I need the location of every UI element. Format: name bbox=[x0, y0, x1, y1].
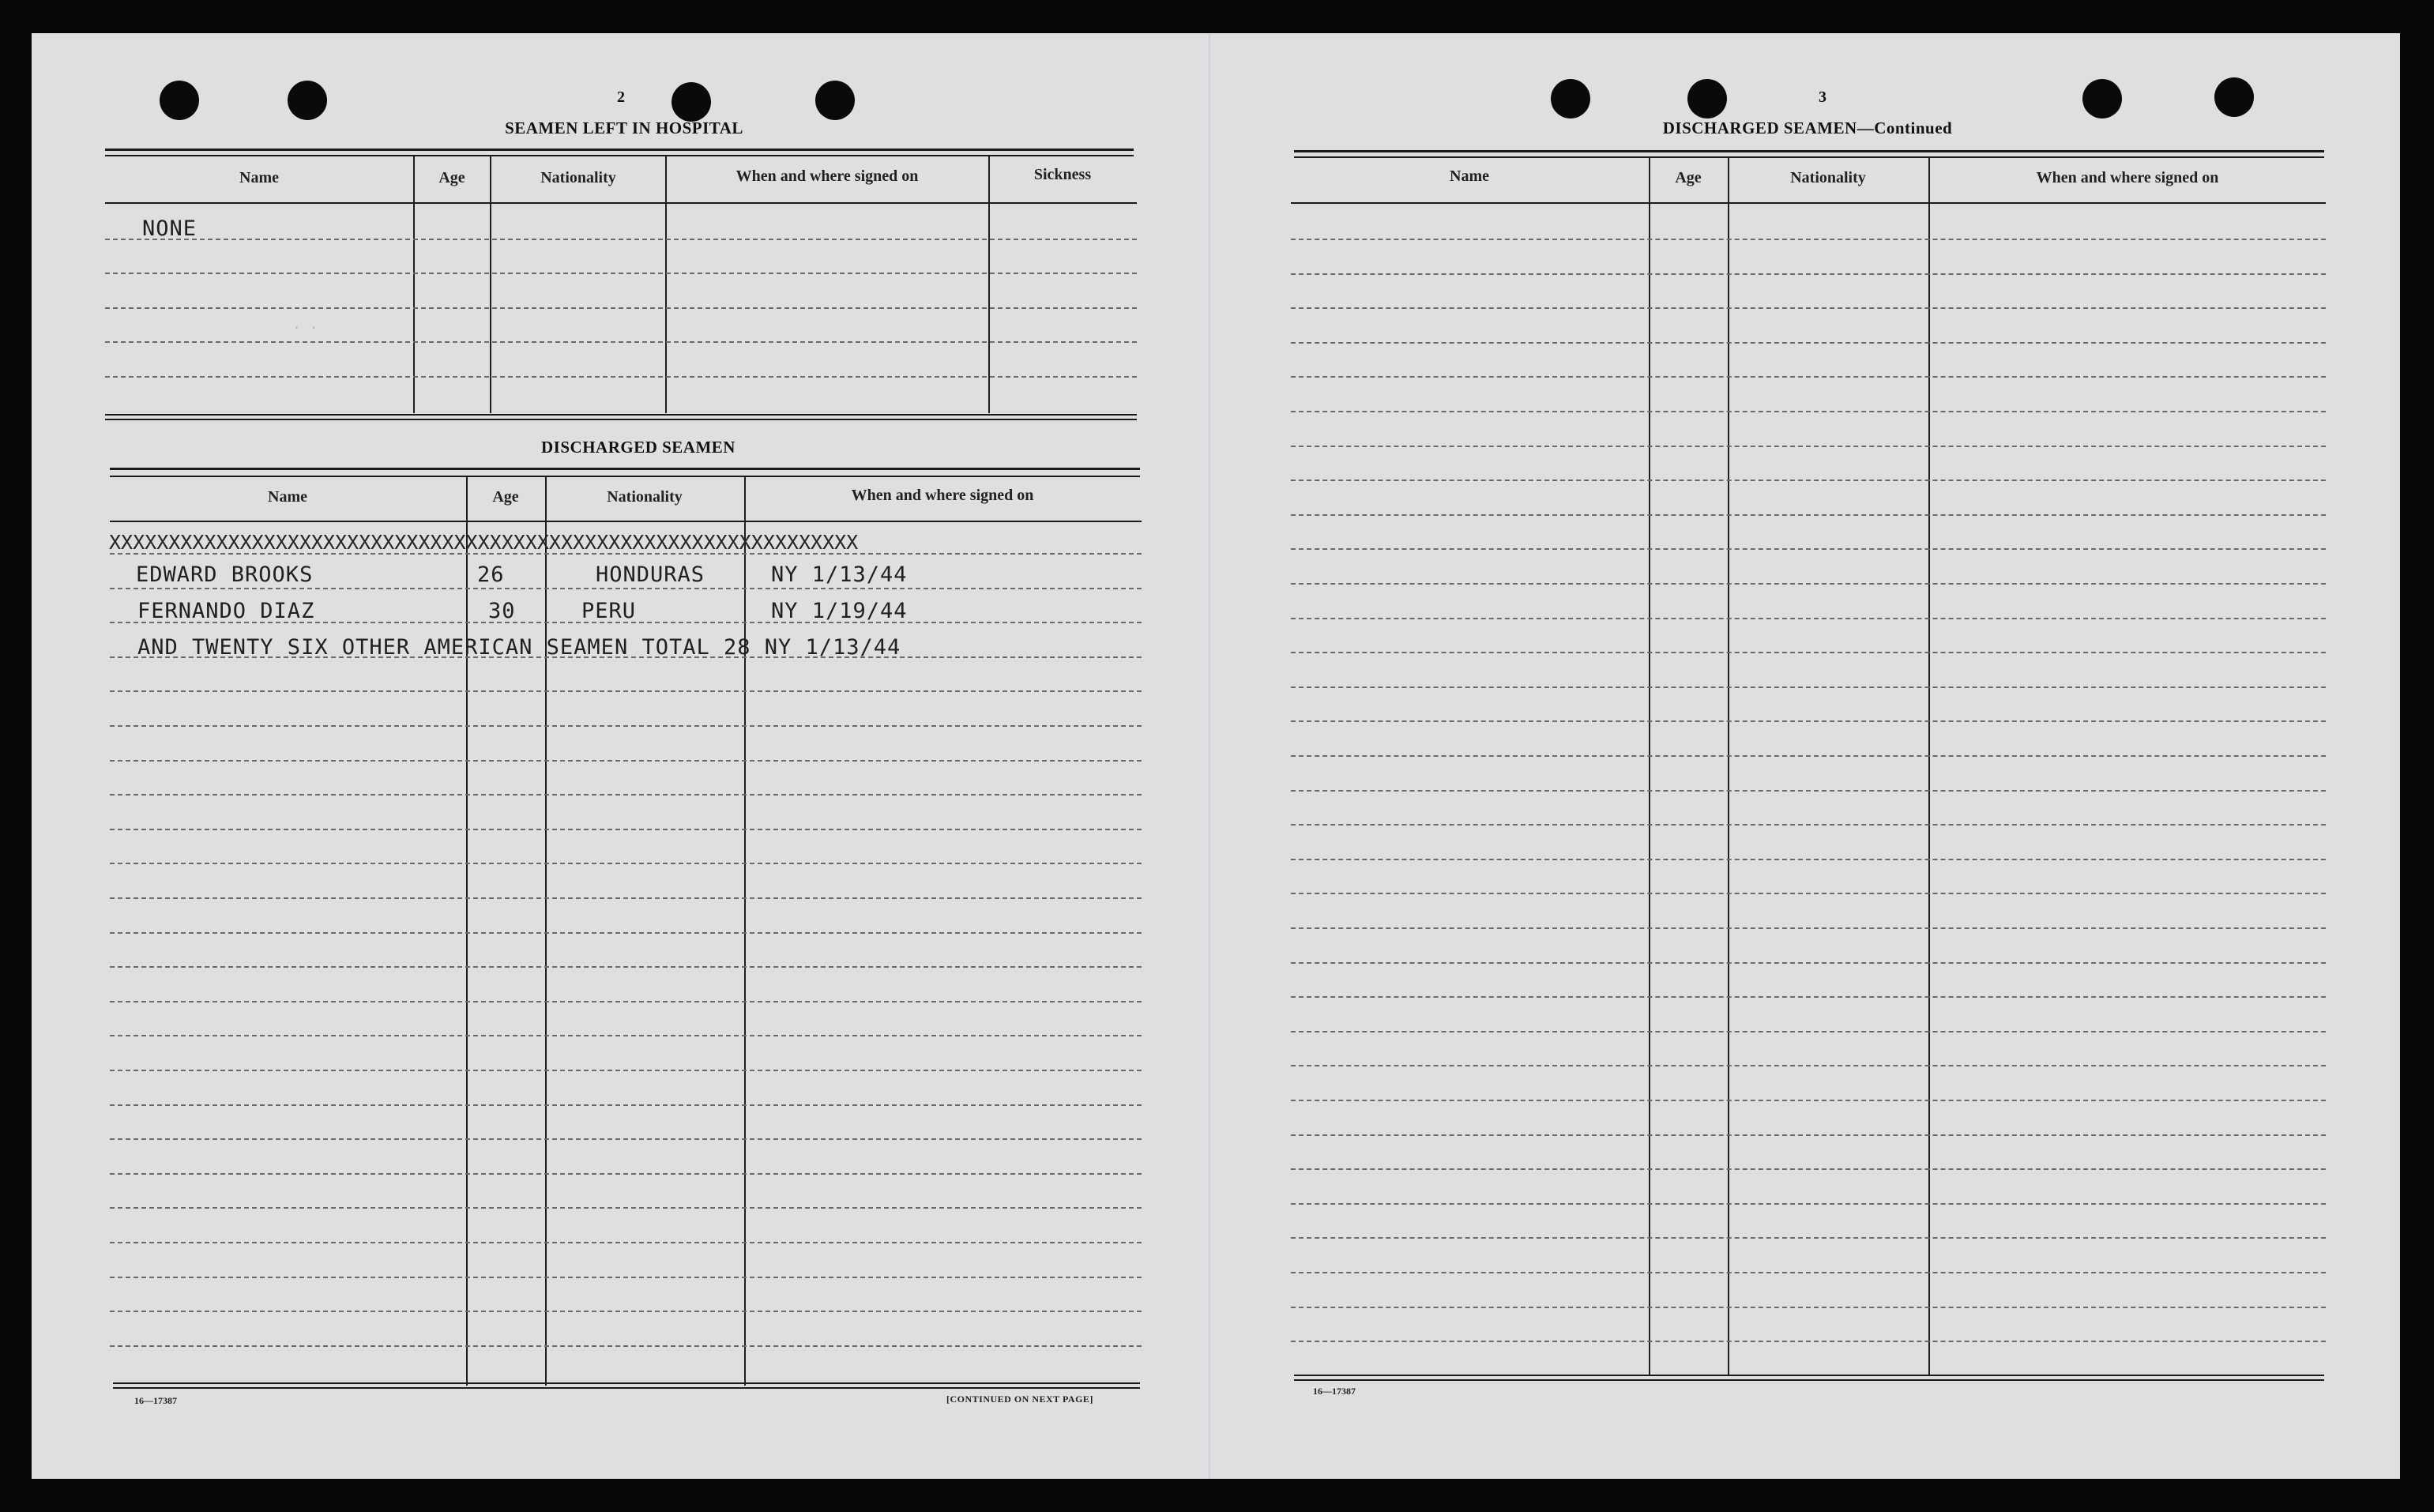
right-col-divider bbox=[1649, 158, 1650, 1375]
row-rule bbox=[1291, 1272, 2326, 1273]
right-bottom-rule bbox=[1294, 1375, 2324, 1376]
row-rule bbox=[1291, 1065, 2326, 1066]
punch-hole bbox=[160, 81, 199, 120]
row-rule bbox=[110, 1138, 1142, 1140]
punch-hole bbox=[815, 81, 855, 120]
row-rule bbox=[110, 1104, 1142, 1106]
discharged-col-nationality: Nationality bbox=[607, 488, 683, 506]
row-rule bbox=[110, 588, 1142, 589]
row-rule bbox=[1291, 755, 2326, 757]
row-rule bbox=[1291, 1031, 2326, 1032]
page-number-left: 2 bbox=[617, 88, 625, 106]
row-rule bbox=[110, 966, 1142, 968]
hospital-col-divider bbox=[490, 156, 491, 413]
summary-entry: AND TWENTY SIX OTHER AMERICAN SEAMEN TOTAL 28 NY 1/13/44 bbox=[137, 635, 901, 660]
row-rule bbox=[110, 863, 1142, 864]
row-rule bbox=[1291, 1203, 2326, 1205]
seaman-signed-on: NY 1/19/44 bbox=[771, 599, 908, 623]
seaman-name: FERNANDO DIAZ bbox=[137, 599, 315, 623]
punch-hole bbox=[288, 81, 327, 120]
continued-section-title bbox=[1571, 118, 2045, 138]
seaman-age: 26 bbox=[477, 562, 505, 587]
discharged-bottom-rule bbox=[113, 1382, 1140, 1384]
row-rule bbox=[1291, 1237, 2326, 1239]
hospital-bottom-rule-2 bbox=[105, 419, 1137, 420]
discharged-header-rule bbox=[110, 521, 1142, 522]
discharged-col-age: Age bbox=[492, 488, 519, 506]
right-col-age: Age bbox=[1675, 169, 1702, 186]
row-rule bbox=[1291, 859, 2326, 860]
hospital-section-title: SEAMEN LEFT IN HOSPITAL bbox=[505, 118, 743, 137]
row-rule bbox=[110, 1173, 1142, 1175]
punch-hole bbox=[672, 82, 711, 122]
hospital-col-divider bbox=[665, 156, 667, 413]
row-rule bbox=[110, 932, 1142, 934]
discharged-col-divider bbox=[466, 477, 468, 1386]
form-number-left: 16—17387 bbox=[134, 1395, 177, 1406]
row-rule bbox=[1291, 1134, 2326, 1136]
hospital-bottom-rule bbox=[105, 414, 1137, 416]
discharged-col-signed-on: When and where signed on bbox=[851, 487, 1034, 504]
row-rule bbox=[110, 794, 1142, 795]
page-fold bbox=[1209, 33, 1210, 1479]
row-rule bbox=[1291, 962, 2326, 964]
row-rule bbox=[1291, 548, 2326, 550]
hospital-col-divider bbox=[988, 156, 990, 413]
seaman-nationality: HONDURAS bbox=[596, 562, 705, 587]
discharged-section-title: DISCHARGED SEAMEN bbox=[541, 438, 735, 457]
row-rule bbox=[110, 690, 1142, 692]
row-rule bbox=[1291, 893, 2326, 894]
punch-hole bbox=[1687, 79, 1727, 118]
right-top-rule-2 bbox=[1294, 156, 2324, 158]
row-rule bbox=[110, 1001, 1142, 1002]
row-rule bbox=[110, 1207, 1142, 1209]
right-bottom-rule-2 bbox=[1294, 1379, 2324, 1381]
seaman-name: EDWARD BROOKS bbox=[136, 562, 314, 587]
hospital-entry: NONE bbox=[142, 216, 198, 241]
row-rule bbox=[110, 897, 1142, 899]
faint-mark: . . bbox=[292, 316, 318, 333]
row-rule bbox=[110, 1311, 1142, 1312]
continued-note: [CONTINUED ON NEXT PAGE] bbox=[946, 1394, 1093, 1405]
row-rule bbox=[1291, 239, 2326, 240]
row-rule bbox=[1291, 1100, 2326, 1101]
discharged-col-divider bbox=[545, 477, 547, 1386]
punch-hole bbox=[2214, 77, 2254, 117]
row-rule bbox=[1291, 1168, 2326, 1170]
right-col-signed-on: When and where signed on bbox=[2036, 169, 2219, 186]
hospital-col-name: Name bbox=[239, 169, 279, 186]
punch-hole bbox=[1551, 79, 1590, 118]
hospital-top-rule-2 bbox=[105, 155, 1134, 156]
continued-title-main: DISCHARGED SEAMEN bbox=[1662, 118, 1857, 137]
row-rule bbox=[1291, 342, 2326, 344]
row-rule bbox=[1291, 652, 2326, 653]
row-rule bbox=[1291, 480, 2326, 481]
punch-hole bbox=[2082, 79, 2122, 118]
discharged-bottom-rule-2 bbox=[113, 1387, 1140, 1389]
row-rule bbox=[1291, 686, 2326, 688]
row-rule bbox=[110, 1035, 1142, 1036]
hospital-row-rule bbox=[105, 341, 1137, 343]
row-rule bbox=[1291, 446, 2326, 447]
hospital-col-signed-on: When and where signed on bbox=[735, 167, 919, 185]
row-rule bbox=[1291, 720, 2326, 722]
hospital-col-nationality: Nationality bbox=[540, 169, 616, 186]
page-number-right: 3 bbox=[1819, 88, 1826, 106]
hospital-row-rule bbox=[105, 239, 1137, 240]
row-rule bbox=[1291, 996, 2326, 998]
row-rule bbox=[1291, 1307, 2326, 1308]
seaman-signed-on: NY 1/13/44 bbox=[771, 562, 908, 587]
right-col-nationality: Nationality bbox=[1790, 169, 1866, 186]
seaman-nationality: PERU bbox=[581, 599, 637, 623]
right-col-divider bbox=[1728, 158, 1729, 1375]
discharged-top-rule bbox=[110, 468, 1140, 470]
row-rule bbox=[1291, 411, 2326, 412]
hospital-top-rule bbox=[105, 149, 1134, 151]
row-rule bbox=[110, 1070, 1142, 1071]
form-number-right: 16—17387 bbox=[1313, 1386, 1356, 1397]
row-rule bbox=[1291, 307, 2326, 309]
discharged-col-name: Name bbox=[268, 488, 307, 506]
continued-title-suffix: —Continued bbox=[1857, 118, 1953, 137]
hospital-col-divider bbox=[413, 156, 415, 413]
hospital-row-rule bbox=[105, 307, 1137, 309]
row-rule bbox=[1291, 927, 2326, 929]
row-rule bbox=[1291, 1341, 2326, 1342]
row-rule bbox=[1291, 376, 2326, 378]
row-rule bbox=[110, 1242, 1142, 1243]
row-rule bbox=[110, 725, 1142, 727]
row-rule bbox=[1291, 790, 2326, 792]
right-header-rule bbox=[1291, 202, 2326, 204]
row-rule bbox=[1291, 824, 2326, 826]
hospital-row-rule bbox=[105, 273, 1137, 274]
seaman-age: 30 bbox=[488, 599, 516, 623]
row-rule bbox=[1291, 583, 2326, 585]
row-rule bbox=[1291, 273, 2326, 275]
hospital-col-age: Age bbox=[438, 169, 465, 186]
hospital-header-rule bbox=[105, 202, 1137, 204]
row-rule bbox=[110, 760, 1142, 762]
row-rule bbox=[1291, 514, 2326, 516]
right-top-rule bbox=[1294, 150, 2324, 152]
discharged-col-divider bbox=[744, 477, 746, 1386]
hospital-row-rule bbox=[105, 376, 1137, 378]
right-col-divider bbox=[1928, 158, 1930, 1375]
right-col-name: Name bbox=[1450, 167, 1489, 185]
struck-out-entry: XXXXXXXXXXXXXXXXXXXXXXXXXXXXXXXXXXXXXXXXXXXXXXXXXXXXXXXXXXXXXXX bbox=[109, 531, 859, 554]
row-rule bbox=[1291, 618, 2326, 619]
row-rule bbox=[110, 829, 1142, 830]
row-rule bbox=[110, 1345, 1142, 1347]
row-rule bbox=[110, 1277, 1142, 1278]
discharged-top-rule-2 bbox=[110, 476, 1140, 477]
hospital-col-sickness: Sickness bbox=[1033, 166, 1092, 183]
